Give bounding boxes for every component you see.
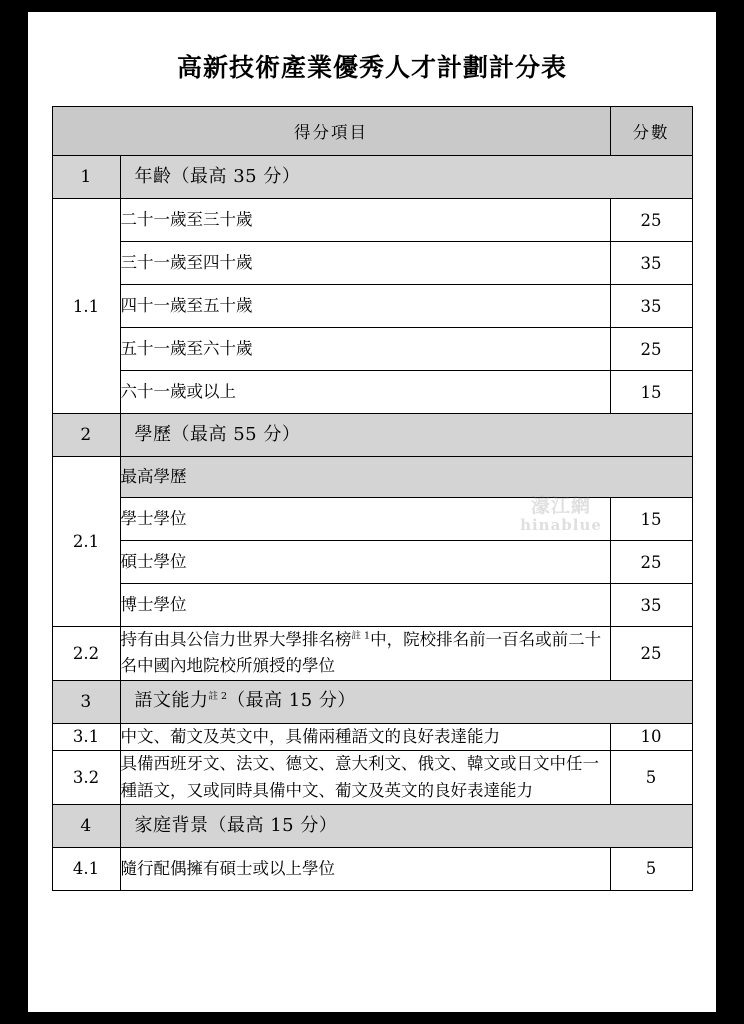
table-row — [52, 723, 692, 750]
table-header-row — [52, 107, 692, 156]
section-title: 年齡（最高 35 分） — [120, 156, 692, 199]
footnote-marker: 註 2 — [208, 691, 228, 703]
watermark-line-1: 濠江網 — [530, 495, 591, 517]
page-title: 高新技術產業優秀人才計劃計分表 — [176, 53, 567, 82]
row-label: 學士學位 — [120, 498, 610, 541]
section-index: 4 — [52, 804, 120, 847]
row-score: 10 — [610, 723, 692, 750]
header-item: 得分項目 — [52, 107, 610, 156]
table-row — [52, 680, 692, 723]
table-row — [52, 457, 692, 498]
table-row — [52, 371, 692, 414]
row-label: 隨行配偶擁有碩士或以上學位 — [120, 847, 610, 890]
table-row — [52, 541, 692, 584]
row-score: 35 — [610, 242, 692, 285]
row-score: 25 — [610, 627, 692, 681]
table-row — [52, 751, 692, 805]
section-title — [120, 680, 692, 723]
row-score: 25 — [610, 199, 692, 242]
row-label-part-b: 中，院校排名前一百名或前二十名中國內地院校所頒授的學位 — [120, 630, 602, 676]
row-score: 35 — [610, 285, 692, 328]
row-label: 六十一歲或以上 — [120, 371, 610, 414]
row-index: 3.2 — [52, 751, 120, 805]
document-page — [28, 12, 716, 1012]
row-label: 四十一歲至五十歲 — [120, 285, 610, 328]
section-index: 2 — [52, 414, 120, 457]
row-score: 5 — [610, 847, 692, 890]
row-score: 15 — [610, 371, 692, 414]
row-score: 25 — [610, 328, 692, 371]
table-row — [52, 242, 692, 285]
section-title: 家庭背景（最高 15 分） — [120, 804, 692, 847]
table-row — [52, 498, 692, 541]
row-subheading: 最高學歷 — [120, 457, 692, 498]
row-label: 碩士學位 — [120, 541, 610, 584]
score-table — [52, 106, 693, 891]
table-row — [52, 584, 692, 627]
table-row — [52, 414, 692, 457]
row-score: 25 — [610, 541, 692, 584]
watermark-line-2: hinablue — [520, 515, 602, 534]
section-title-part-b: （最高 15 分） — [227, 690, 356, 712]
row-label: 中文、葡文及英文中，具備兩種語文的良好表達能力 — [120, 723, 610, 750]
row-label: 二十一歲至三十歲 — [120, 199, 610, 242]
row-score: 35 — [610, 584, 692, 627]
row-label: 五十一歲至六十歲 — [120, 328, 610, 371]
row-label — [120, 627, 610, 681]
row-label: 具備西班牙文、法文、德文、意大利文、俄文、韓文或日文中任一種語文，又或同時具備中文、葡文及英文的良好表達能力 — [120, 751, 610, 805]
row-index: 2.1 — [52, 457, 120, 627]
row-index: 1.1 — [52, 199, 120, 414]
section-title-part-a: 語文能力 — [134, 690, 209, 712]
table-row — [52, 328, 692, 371]
section-title: 學歷（最高 55 分） — [120, 414, 692, 457]
table-row — [52, 804, 692, 847]
table-row — [52, 285, 692, 328]
footnote-marker: 註 1 — [351, 630, 371, 642]
table-row — [52, 847, 692, 890]
row-label: 三十一歲至四十歲 — [120, 242, 610, 285]
section-index: 3 — [52, 680, 120, 723]
table-row — [52, 199, 692, 242]
row-label-part-a: 持有由具公信力世界大學排名榜 — [120, 630, 352, 649]
row-score: 15 — [610, 498, 692, 541]
row-index: 4.1 — [52, 847, 120, 890]
table-row — [52, 156, 692, 199]
row-index: 3.1 — [52, 723, 120, 750]
header-score: 分數 — [610, 107, 692, 156]
row-score: 5 — [610, 751, 692, 805]
row-index: 2.2 — [52, 627, 120, 681]
row-label: 博士學位 — [120, 584, 610, 627]
section-index: 1 — [52, 156, 120, 199]
table-row — [52, 627, 692, 681]
